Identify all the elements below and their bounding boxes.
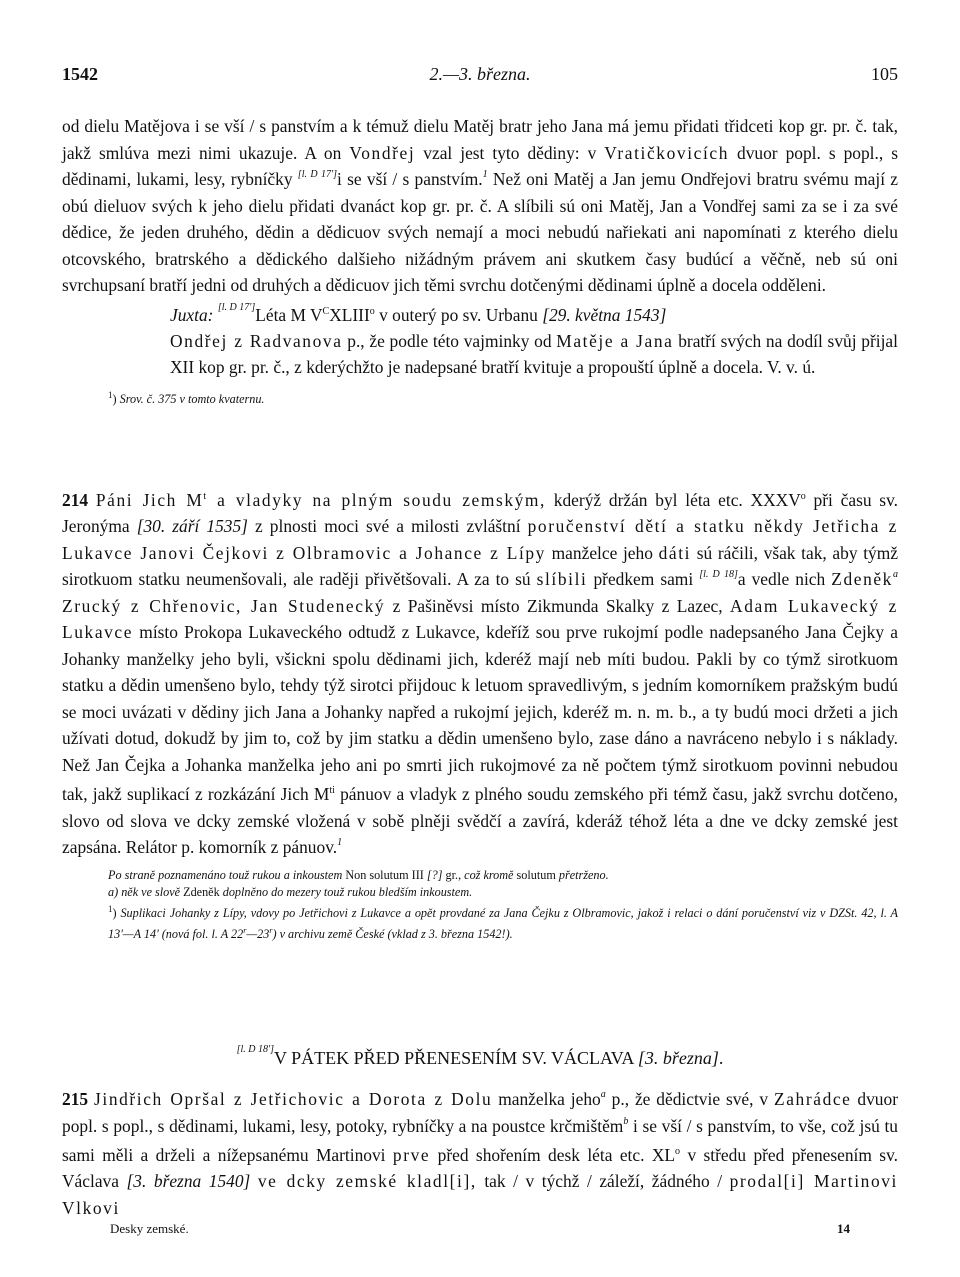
- main-text: [62, 113, 898, 408]
- entry-number: 214: [62, 489, 89, 510]
- section-heading: [l. D 18']V PÁTEK PŘED PŘENESENÍM SV. VÁCLAVA [3. března].: [236, 1044, 724, 1068]
- juxta-note: Juxta: [l. D 17']Léta M $V^CXLIII^o$ v outerý po sv. Urbanu [29. května 1543]: [170, 301, 667, 325]
- entry-215-body: Jindřich Opršal z Jetřichovic a Dorota z Dolu manželka jeho$^a$ p., že dědictvie své, v Zahrádce dvuor popl. s popl., s dědinami, lukami, lesy, potoky, rybníčky a na poustce krčmištěm$^b$ i se vší / s panstvím, to vše, což jsú tu sami měli a drželi a nížepsanému Martinovi prve před shořením desk léta etc. $XL^o$ v středu před přenesením sv. Václava [3. března 1540] ve dcky zemské kladl[i], tak / v týchž / záleží, žádného / prodal[i] Martinovi Vlkovi: [62, 1089, 898, 1218]
- entry-214: [62, 484, 898, 943]
- entry-215: [62, 1086, 898, 1221]
- paragraph-continuation: od dielu Matějova i se vší / s panstvím a k témuž dielu Matěj bratr jeho Jana má jemu přidati třidceti kop gr. pr. č. tak, jakž smlúva mezi nimi ukazuje. A on Vondřej vzal jest tyto dědiny: v Vratičkovicích dvuor popl. s popl., s dědinami, lukami, lesy, rybníčky [l. D 17']i se vší / s panstvím.$^1$ Než oni Matěj a Jan jemu Ondřejovi bratru svému mají z obú dieluov svých k jeho dielu přidati dvanáct kop gr. pr. č. A slíbili sú oni Matěj, Jan a Vondřej sami za se i za své dědice, že jeden druhého, dědin a dědicuov svých nemají a moci nebudú nařiekati ani napomínati z kterého dielu otcovského, bratrského a dědického dalšieho nižádným právem ani skutkem časy budúcí a věčně, neb sú oni svrchupsaní bratří jedni od druhých a dědicuov jich těmi svrchu dotčenými dědinami úplně a docela odděleni.: [62, 116, 899, 295]
- running-head-year: 1542: [62, 64, 98, 84]
- footer-sheet-number: 14: [837, 1221, 850, 1236]
- entry-214-text: [62, 484, 898, 861]
- juxta-text: Ondřej z Radvanova p., že podle této vajminky od Matěje a Jana bratří svých na dodíl svůj přijal XII kop gr. pr. č., z kderýchžto je nadepsané bratří kvituje a propouští úplně a docela. V. v. ú.: [170, 330, 898, 378]
- page-number: 105: [871, 64, 898, 84]
- entry-214-body: Páni Jich $M^t$ a vladyky na plným soudu zemským, kderýž držán byl léta etc. XXXV$^o$ při času sv. Jeronýma [30. září 1535] z plnosti moci své a milosti zvláštní poručenství dětí a statku někdy Jetřicha z Lukavce Janovi Čejkovi z Olbramovic a Johance z Lípy manželce jeho dáti sú ráčili, však tak, aby týmž sirotkuom statku neumenšovali, ale raději přivětšovali. A za to sú slíbili předkem sami [l. D 18]a vedle nich Zdeněk$^a$ Zrucký z Chřenovic, Jan Studenecký z Pašiněvsi místo Zikmunda Skalky z Lazec, Adam Lukavecký z Lukavce místo Prokopa Lukaveckého odtudž z Lukavce, kdeříž sou prve rukojmí podle nadepsaného Jana Čejky a Johanky manželky jeho byli, všickni spolu dědinami jich, kderéž mají neb míti budou. Pakli by co týmž sirotkuom statku a dědin umenšeno bylo, tehdy týž sirotci přijdouc k letuom spravedlivým, s jedním komorníkem pražským budú se moci uvázati v dědiny jich Jana a Johanky napřed a rukojmí jejich, kderéž m. n. m. b., a ty budú moci držeti a jich užívati dotud, dokudž by jim to, což by jim statku a dědin umenšeno bylo, zase dáno a navráceno nebylo i s náklady. Než Jan Čejka a Johanka manželka jeho ani po smrti jich rukojmové za ně počtem týmž sirotkuom povinni nebudou tak, jakž suplikací z rozkázání Jich $M^{ti}$ pánuov a vladyk z plného soudu zemského při témž času, jakž svrchu dotčeno, slovo od slova ve dcky zemské vložená v sobě plněji svědčí a zavírá, kderáž téhož léta a dne ve dcky zemské jest zapsána. Relátor p. komorník z pánuov.$^1$: [62, 489, 898, 858]
- running-head-date: 2.—3. března.: [429, 64, 531, 84]
- entry-215-text: [62, 1086, 898, 1221]
- margin-note: Po straně poznamenáno touž rukou a inkoustem Non solutum III [?] gr., což kromě solutum přetrženo.: [108, 867, 609, 882]
- footnote-a: a) něk ve slově Zdeněk doplněno do mezery touž rukou bledším inkoustem.: [108, 884, 473, 899]
- entry-number: 215: [62, 1089, 89, 1109]
- footnote-1b: $^1$) Suplikaci Johanky z Lípy, vdovy po Jetřichovi z Lukavce a opět provdané za Jana Čejku z Olbramovic, jakož i relaci o dání poručenství viz v DZSt. 42, l. A 13'—A 14' (nová fol. l. A 22$^r$—23$^r$) v archivu země České (vklad z 3. března 1542!).: [108, 903, 899, 941]
- footnote-1: $^1$) Srov. č. 375 v tomto kvaternu.: [108, 389, 265, 406]
- footer-signature: Desky zemské.: [110, 1221, 189, 1236]
